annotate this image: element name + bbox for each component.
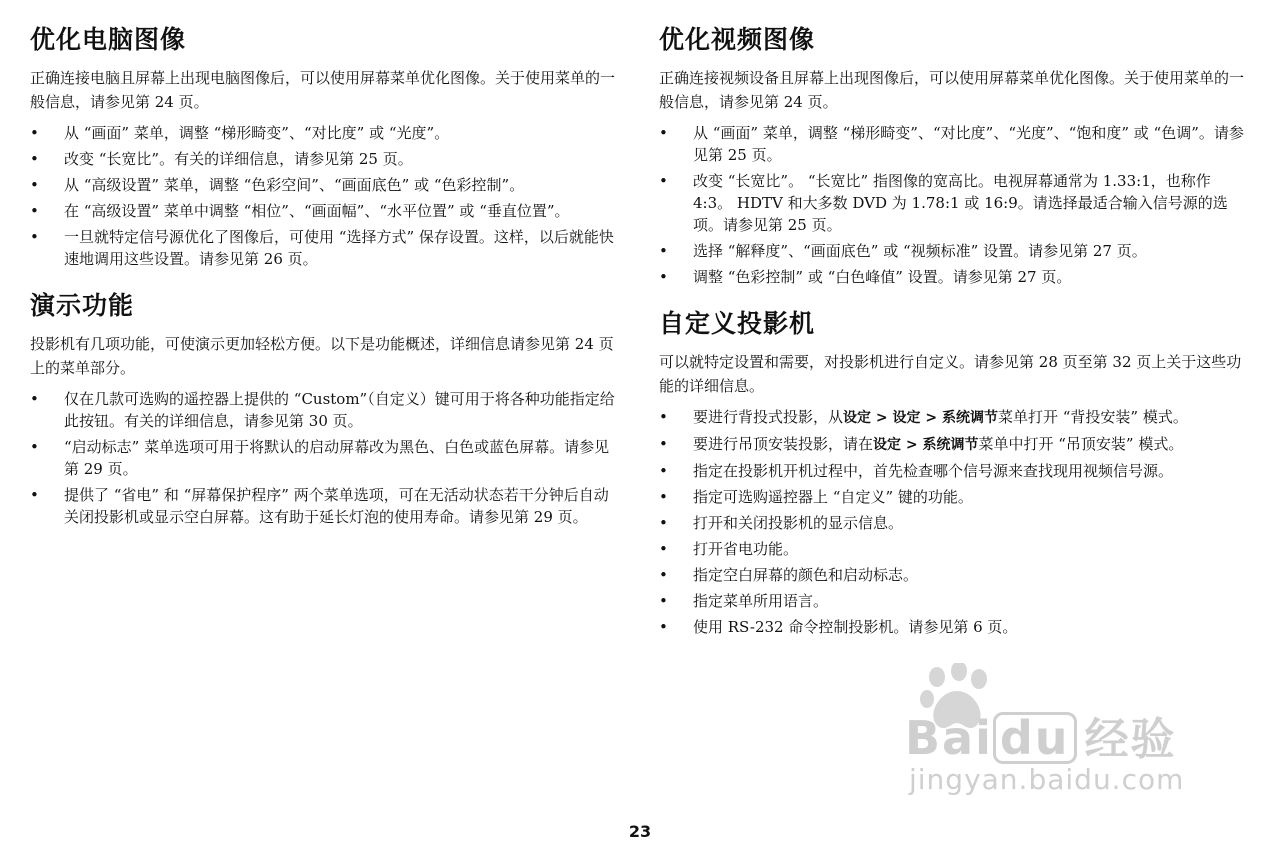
list-item bbox=[30, 122, 620, 144]
list-item bbox=[659, 170, 1249, 236]
list-item bbox=[659, 486, 1249, 508]
list-item bbox=[659, 433, 1249, 456]
list-item-text: 打开和关闭投影机的显示信息。 bbox=[693, 514, 904, 532]
bullet-icon: • bbox=[659, 268, 668, 286]
list-item-text-post: 菜单打开 “背投安装” 模式。 bbox=[997, 408, 1188, 426]
list-item-text: 指定菜单所用语言。 bbox=[693, 592, 829, 610]
watermark-logo bbox=[905, 703, 1177, 767]
list-item-text: 指定可选购遥控器上 “自定义” 键的功能。 bbox=[693, 488, 973, 506]
bullet-icon: • bbox=[659, 408, 668, 426]
baidu-jingyan-watermark bbox=[905, 655, 1205, 805]
list-item-text: 仅在几款可选购的遥控器上提供的 “Custom”（自定义）键可用于将各种功能指定给此按钮。有关的详细信息，请参见第 30 页。 bbox=[64, 390, 615, 430]
bullet-icon: • bbox=[659, 566, 668, 584]
list-item bbox=[30, 388, 620, 432]
bullet-icon: • bbox=[659, 488, 668, 506]
bullet-icon: • bbox=[30, 176, 39, 194]
list-item bbox=[659, 266, 1249, 288]
list-item-text: 调整 “色彩控制” 或 “白色峰值” 设置。请参见第 27 页。 bbox=[693, 268, 1072, 286]
list-item bbox=[659, 538, 1249, 560]
section-intro: 可以就特定设置和需要，对投影机进行自定义。请参见第 28 页至第 32 页上关于这些功能的详细信息。 bbox=[659, 353, 1242, 395]
list-item-text: 从 “画面” 菜单，调整 “梯形畸变”、“对比度”、“光度”、“饱和度” 或 “色调”。请参见第 25 页。 bbox=[693, 124, 1244, 164]
list-item bbox=[659, 460, 1249, 482]
watermark-logo-jingyan: 经验 bbox=[1084, 714, 1177, 765]
menu-path: 设定 > 系统调节 bbox=[873, 437, 979, 453]
bullet-icon: • bbox=[659, 124, 668, 142]
bullet-list bbox=[30, 122, 620, 270]
list-item bbox=[659, 590, 1249, 612]
section-optimize-computer-image bbox=[30, 22, 620, 270]
list-item-text: “启动标志” 菜单选项可用于将默认的启动屏幕改为黑色、白色或蓝色屏幕。请参见第 29 页。 bbox=[64, 438, 610, 478]
list-item-text: 从 “画面” 菜单，调整 “梯形畸变”、“对比度” 或 “光度”。 bbox=[64, 124, 450, 142]
bullet-icon: • bbox=[30, 390, 39, 408]
bullet-icon: • bbox=[30, 228, 39, 246]
list-item-text: 打开省电功能。 bbox=[693, 540, 799, 558]
list-item bbox=[30, 174, 620, 196]
list-item bbox=[659, 512, 1249, 534]
list-item bbox=[659, 616, 1249, 638]
list-item-text: 一旦就特定信号源优化了图像后，可使用 “选择方式” 保存设置。这样，以后就能快速地调用这些设置。请参见第 26 页。 bbox=[64, 228, 614, 268]
list-item-text: 在 “高级设置” 菜单中调整 “相位”、“画面幅”、“水平位置” 或 “垂直位置”。 bbox=[64, 202, 570, 220]
bullet-icon: • bbox=[659, 242, 668, 260]
list-item bbox=[30, 200, 620, 222]
bullet-list bbox=[659, 122, 1249, 288]
bullet-icon: • bbox=[659, 514, 668, 532]
bullet-icon: • bbox=[659, 462, 668, 480]
list-item bbox=[659, 564, 1249, 586]
bullet-icon: • bbox=[659, 592, 668, 610]
bullet-list bbox=[659, 406, 1249, 638]
watermark-logo-bai: Bai bbox=[905, 711, 993, 765]
section-title: 优化电脑图像 bbox=[30, 25, 187, 54]
section-title: 自定义投影机 bbox=[659, 309, 816, 338]
bullet-list bbox=[30, 388, 620, 528]
menu-path: 设定 > 设定 > 系统调节 bbox=[843, 410, 998, 426]
list-item-text-pre: 要进行背投式投影，从 bbox=[693, 408, 844, 426]
bullet-icon: • bbox=[30, 150, 39, 168]
page-number: 23 bbox=[628, 822, 652, 841]
bullet-icon: • bbox=[659, 540, 668, 558]
left-column bbox=[30, 22, 620, 546]
list-item bbox=[30, 484, 620, 528]
list-item bbox=[659, 122, 1249, 166]
list-item-text: 提供了 “省电” 和 “屏幕保护程序” 两个菜单选项，可在无活动状态若干分钟后自动关闭投影机或显示空白屏幕。这有助于延长灯泡的使用寿命。请参见第 29 页。 bbox=[64, 486, 609, 526]
bullet-icon: • bbox=[659, 172, 668, 190]
section-title: 演示功能 bbox=[30, 291, 135, 320]
section-intro: 投影机有几项功能，可使演示更加轻松方便。以下是功能概述，详细信息请参见第 24 页上的菜单部分。 bbox=[30, 335, 614, 377]
bullet-icon: • bbox=[659, 435, 668, 453]
bullet-icon: • bbox=[30, 124, 39, 142]
list-item-text: 指定在投影机开机过程中，首先检查哪个信号源来查找现用视频信号源。 bbox=[693, 462, 1174, 480]
section-presentation-features bbox=[30, 288, 620, 528]
list-item-text-pre: 要进行吊顶安装投影，请在 bbox=[693, 435, 874, 453]
section-intro: 正确连接电脑且屏幕上出现电脑图像后，可以使用屏幕菜单优化图像。关于使用菜单的一般信息，请参见第 24 页。 bbox=[30, 69, 616, 111]
section-intro: 正确连接视频设备且屏幕上出现图像后，可以使用屏幕菜单优化图像。关于使用菜单的一般信息，请参见第 24 页。 bbox=[659, 69, 1245, 111]
list-item-text: 选择 “解释度”、“画面底色” 或 “视频标准” 设置。请参见第 27 页。 bbox=[693, 242, 1147, 260]
bullet-icon: • bbox=[30, 486, 39, 504]
list-item bbox=[659, 240, 1249, 262]
list-item-text: 指定空白屏幕的颜色和启动标志。 bbox=[693, 566, 919, 584]
bullet-icon: • bbox=[659, 618, 668, 636]
list-item bbox=[659, 406, 1249, 429]
section-optimize-video-image bbox=[659, 22, 1249, 288]
section-customize-projector bbox=[659, 306, 1249, 638]
list-item bbox=[30, 148, 620, 170]
bullet-icon: • bbox=[30, 202, 39, 220]
list-item bbox=[30, 436, 620, 480]
list-item-text: 改变 “长宽比”。有关的详细信息，请参见第 25 页。 bbox=[64, 150, 413, 168]
watermark-logo-du: du bbox=[993, 712, 1077, 764]
list-item-text: 改变 “长宽比”。 “长宽比” 指图像的宽高比。电视屏幕通常为 1.33:1，也称作 4:3。 HDTV 和大多数 DVD 为 1.78:1 或 16:9。请选择最适合输入信号源的选项。请参见第 25 页。 bbox=[693, 172, 1228, 234]
bullet-icon: • bbox=[30, 438, 39, 456]
right-column bbox=[659, 22, 1249, 656]
section-title: 优化视频图像 bbox=[659, 25, 816, 54]
list-item-text: 从 “高级设置” 菜单，调整 “色彩空间”、“画面底色” 或 “色彩控制”。 bbox=[64, 176, 525, 194]
list-item-text-post: 菜单中打开 “吊顶安装” 模式。 bbox=[978, 435, 1184, 453]
list-item bbox=[30, 226, 620, 270]
watermark-url: jingyan.baidu.com bbox=[909, 763, 1185, 796]
list-item-text: 使用 RS-232 命令控制投影机。请参见第 6 页。 bbox=[693, 618, 1018, 636]
